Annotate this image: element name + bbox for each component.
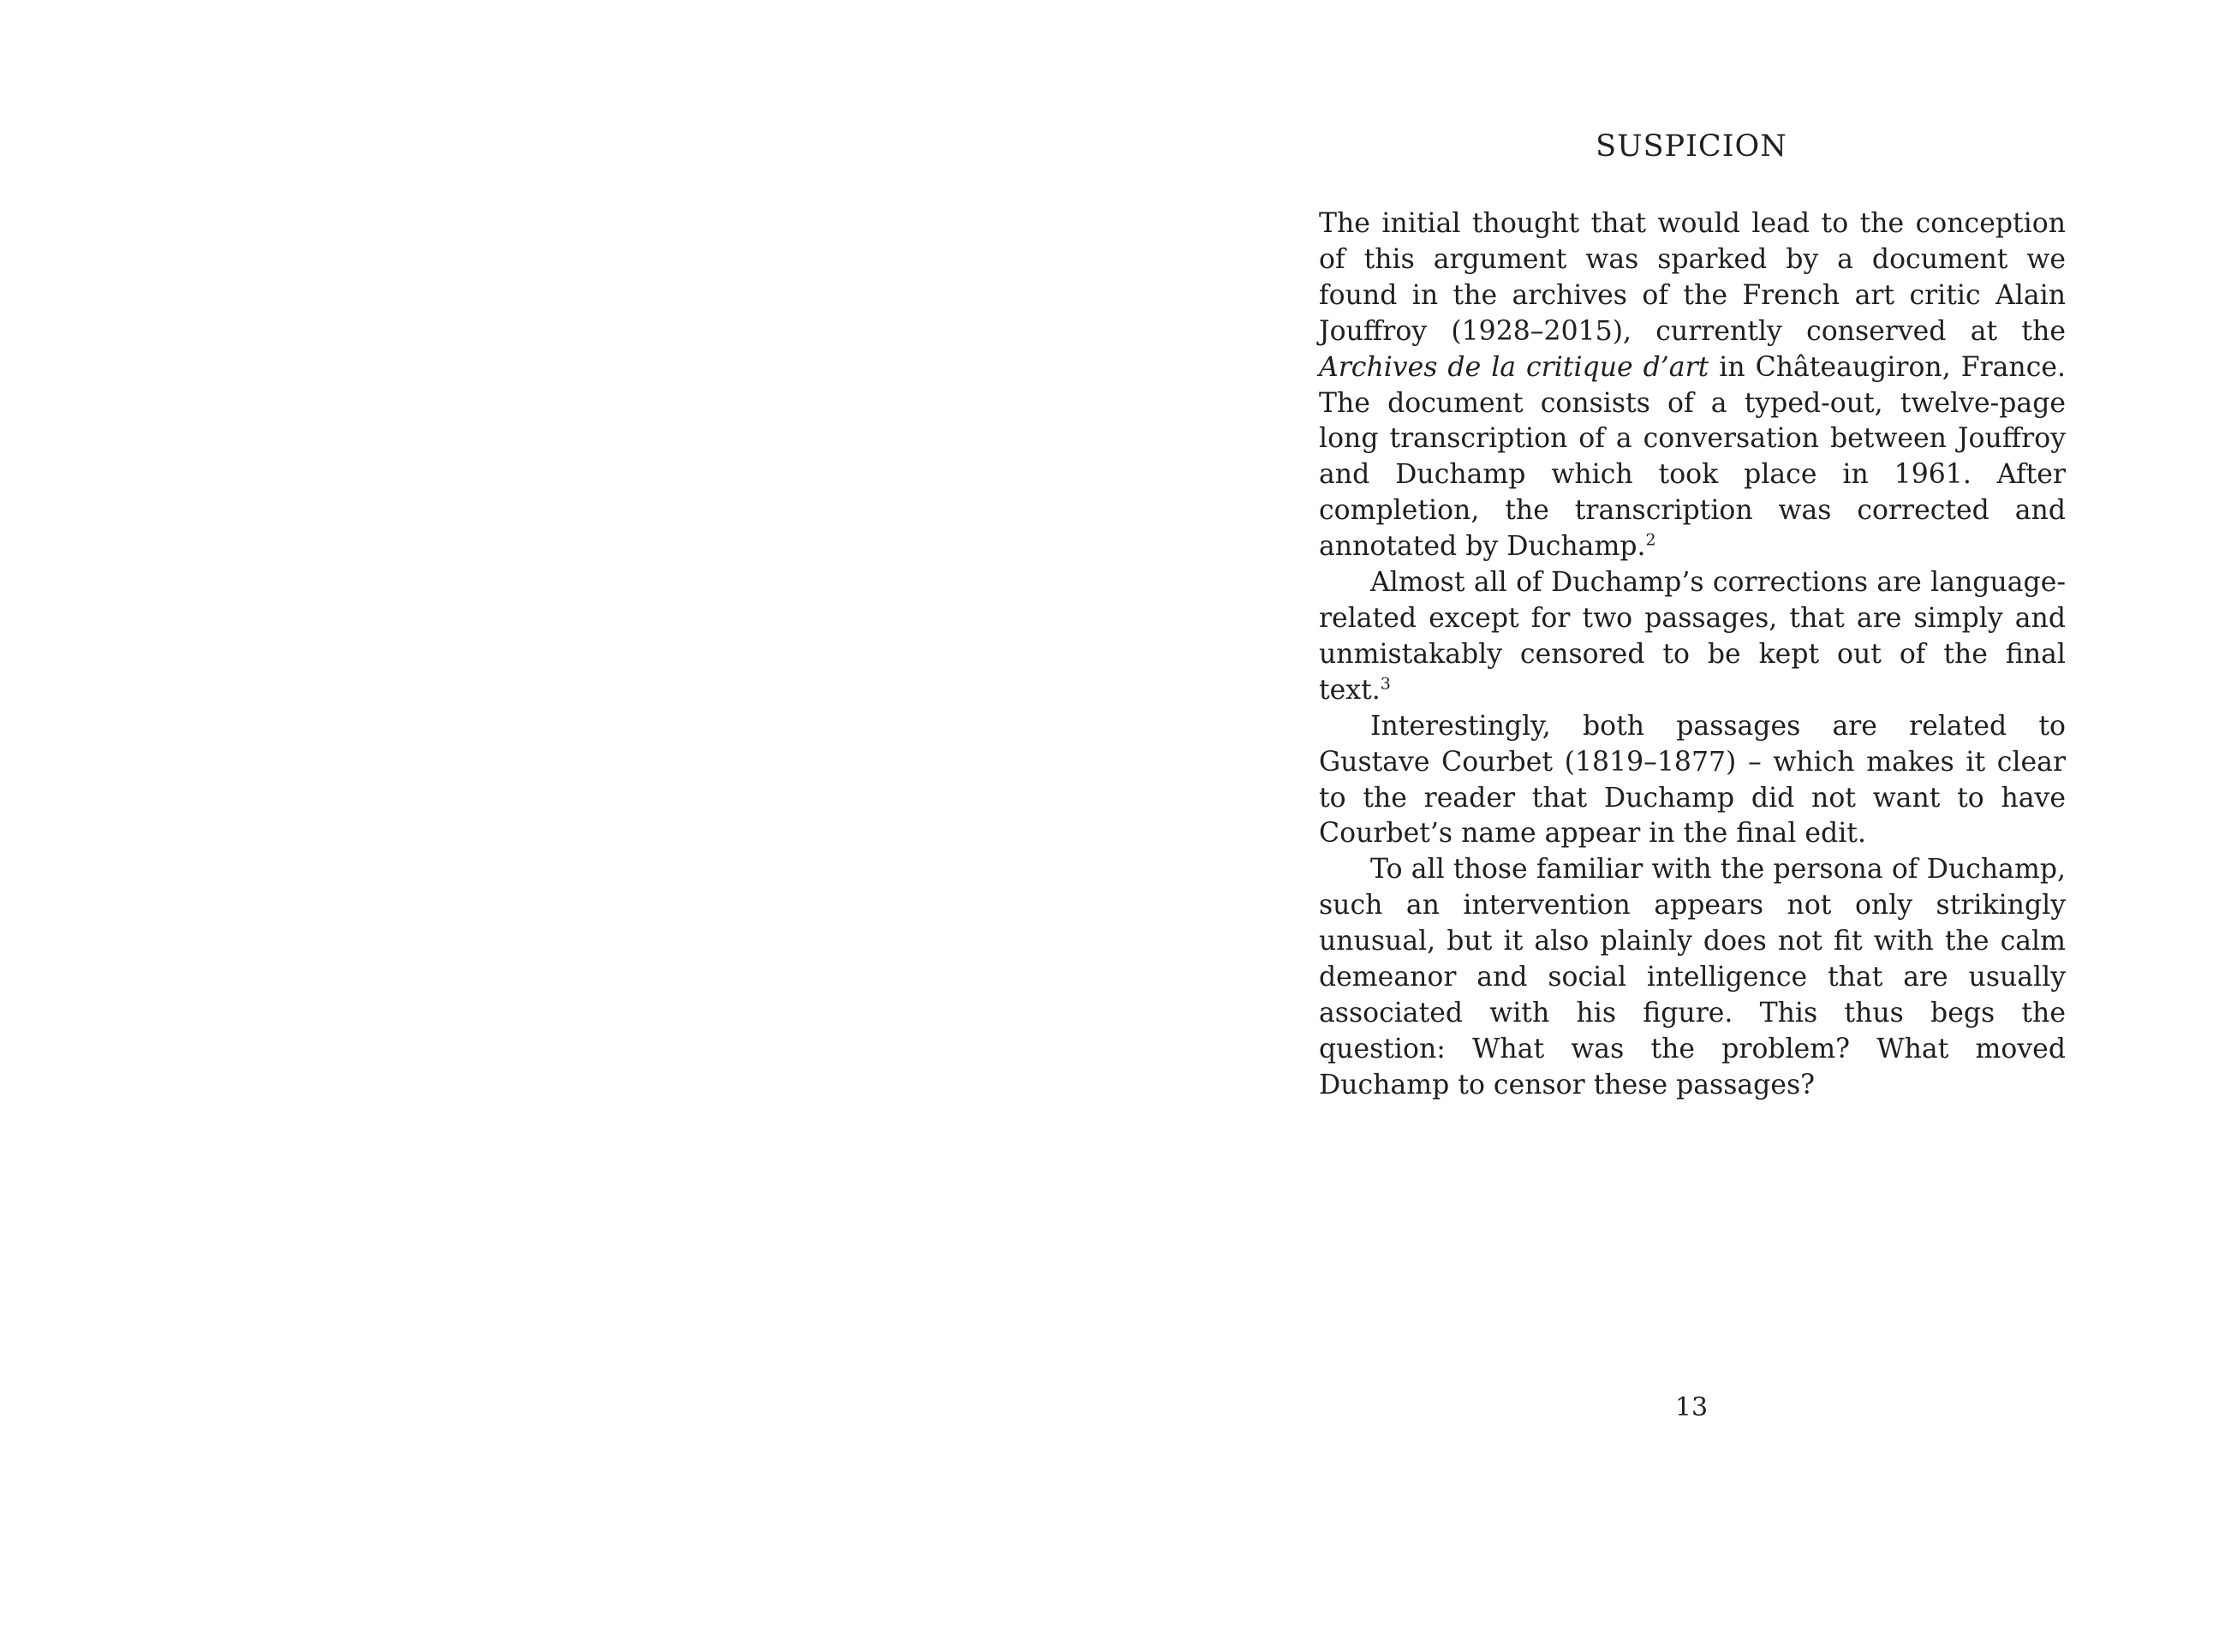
footnote-marker-3[interactable]: 3	[1380, 674, 1391, 694]
paragraph-3	[1319, 709, 2066, 853]
paragraph-4-text: To all those familiar with the persona of Duchamp, such an intervention appears not only strikingly unusual, but it also plainly does not fit with the calm demeanor and social intelligence that are usually associated with his figure. This thus begs the question: What was the problem? What moved Duchamp to censor these passages?	[1319, 854, 2066, 1100]
body-text	[1319, 206, 2066, 1104]
paragraph-3-text: Interestingly, both passages are related to Gustave Courbet (1819–1877) – which makes it clear to the reader that Duchamp did not want to have Courbet’s name appear in the final edit.	[1319, 710, 2066, 850]
page-number: 13	[1674, 1393, 1709, 1422]
paragraph-2-text: Almost all of Duchamp’s corrections are language-related except for two passages, that are simply and unmistakably censored to be kept out of the final text.	[1319, 567, 2066, 706]
paragraph-4	[1319, 852, 2066, 1103]
paragraph-1	[1319, 206, 2066, 565]
footnote-marker-2[interactable]: 2	[1645, 530, 1656, 550]
paragraph-1-text-before: The initial thought that would lead to the conception of this argument was sparked by a document we found in the archives of the French art critic Alain Jouffroy (1928–2015), currently conserved at the	[1319, 208, 2066, 347]
archive-name-italic: Archives de la critique d’art	[1319, 351, 1709, 383]
chapter-title: SUSPICION	[1596, 129, 1787, 164]
paragraph-2	[1319, 565, 2066, 709]
left-page-blank	[0, 0, 1112, 1652]
paragraph-1-text-after: in Châteaugiron, France. The document consists of a typed-out, twelve-page long transcription of a conversation between Jouffroy and Duchamp which took place in 1961. After completion, the transcription was corrected and annotated by Duchamp.	[1319, 351, 2066, 563]
